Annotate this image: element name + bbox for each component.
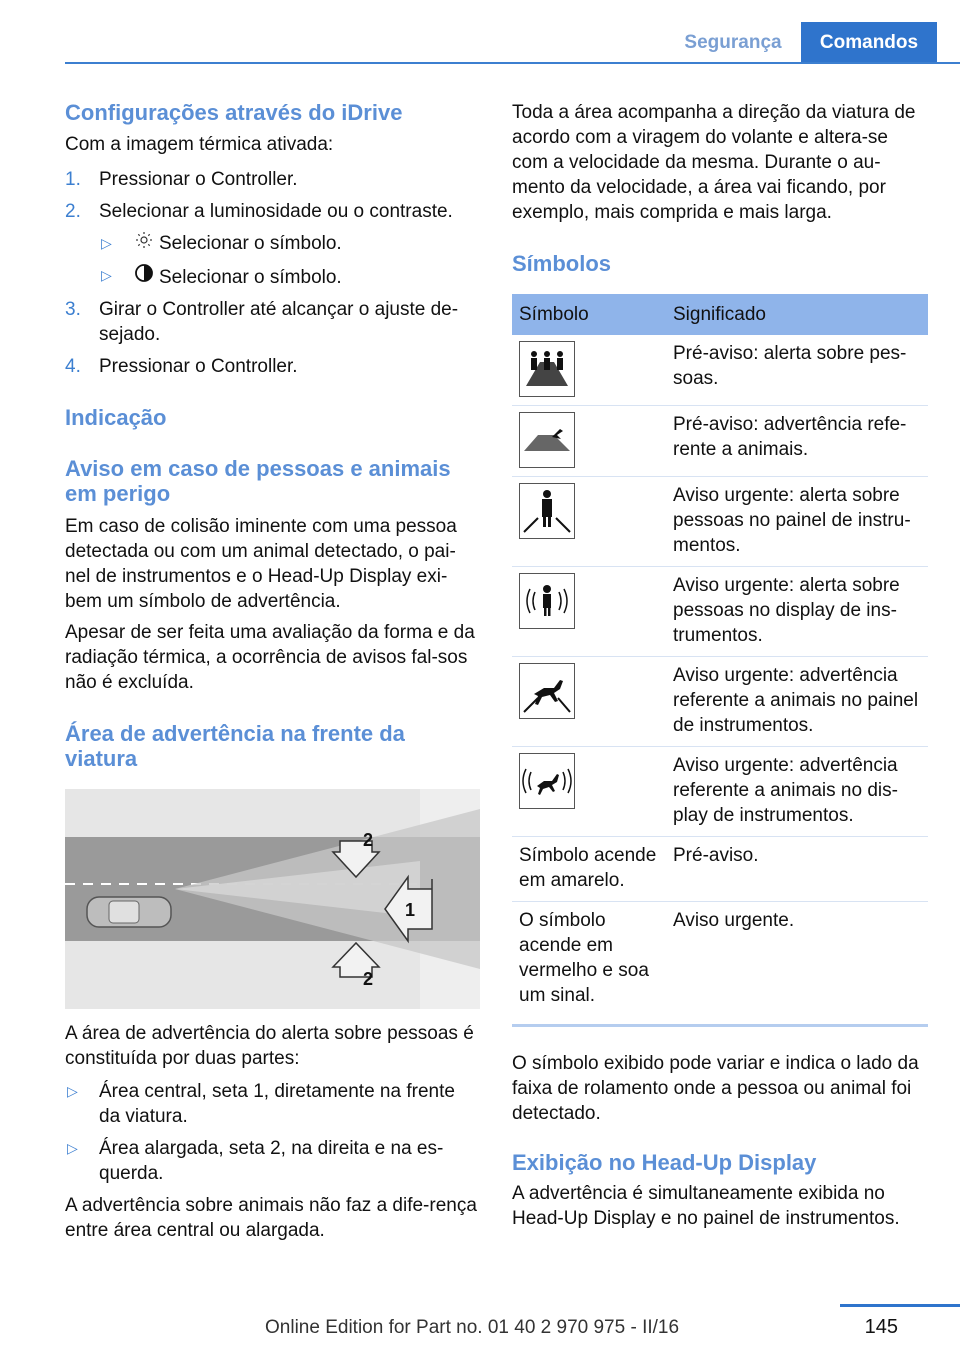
page-number: 145	[864, 1316, 898, 1338]
tab-comandos[interactable]: Comandos	[801, 22, 937, 62]
table-row: Pré-aviso: advertência refe-rente a animais.	[512, 406, 928, 477]
arrow-label-2-top: 2	[363, 830, 374, 850]
table-row: Aviso urgente: advertência referente a animais no painel de instrumentos.	[512, 657, 928, 747]
step-1: 1. Pressionar o Controller.	[65, 169, 298, 190]
heading-hud: Exibição no Head-Up Display	[512, 1150, 817, 1175]
intro-text: Com a imagem térmica ativada:	[65, 134, 334, 155]
paragraph-collision: Em caso de colisão iminente com uma pessoa detectada ou com um animal detectado, o pai-nel de instrumentos e o Head-Up Display exi-bem um símbolo de advertência.	[65, 516, 457, 612]
symbols-table	[512, 294, 928, 1016]
pedestrian-urgent-display-icon	[519, 573, 575, 629]
deer-urgent-cluster-icon	[519, 663, 575, 719]
paragraph-area-follows: Toda a área acompanha a direção da viatura de acordo com a viragem do volante e altera-se com a velocidade da mesma. Durante o au-mento da velocidade, a área vai ficando, por exemplo, mais comprida e mais larga.	[512, 102, 916, 223]
edition-text: Online Edition for Part no. 01 40 2 970 975 - II/16	[265, 1317, 680, 1338]
table-row: Aviso urgente: alerta sobre pessoas no display de ins-trumentos.	[512, 567, 928, 657]
paragraph-false-warnings: Apesar de ser feita uma avaliação da forma e da radiação térmica, a ocorrência de avisos fal-sos não é excluída.	[65, 622, 475, 693]
paragraph-hud: A advertência é simultaneamente exibida no Head-Up Display e no painel de instrumentos.	[512, 1183, 900, 1229]
paragraph-area-parts: A área de advertência do alerta sobre pessoas é constituída por duas partes:	[65, 1023, 474, 1069]
arrow-label-2-bottom: 2	[363, 969, 374, 989]
pedestrians-warning-icon	[519, 341, 575, 397]
arrow-label-1: 1	[405, 900, 416, 920]
table-row: Aviso urgente: advertência referente a animais no dis-play de instrumentos.	[512, 747, 928, 837]
table-row: Pré-aviso: alerta sobre pes-soas.	[512, 335, 928, 406]
step-4: 4. Pressionar o Controller.	[65, 356, 298, 377]
table-row: O símbolo acende em vermelho e soa um sinal. Aviso urgente.	[519, 910, 795, 1006]
table-end-rule	[512, 1024, 928, 1027]
heading-indicacao: Indicação	[65, 405, 167, 430]
paragraph-symbol-varies: O símbolo exibido pode variar e indica o lado da faixa de rolamento onde a pessoa ou animal foi detectado.	[512, 1053, 919, 1124]
heading-settings: Configurações através do iDrive	[65, 100, 403, 125]
contrast-icon	[133, 263, 155, 290]
table-row: Símbolo acende em amarelo. Pré-aviso.	[512, 837, 928, 902]
tab-seguranca[interactable]: Segurança	[684, 32, 782, 53]
deer-urgent-display-icon	[519, 753, 575, 809]
col-header-symbol: Símbolo	[512, 294, 666, 335]
step-2: 2. Selecionar a luminosidade ou o contraste.	[65, 201, 453, 222]
heading-area: Área de advertência na frente da viatura	[65, 721, 405, 771]
step-3: 3. Girar o Controller até alcançar o ajuste de-sejado.	[65, 299, 459, 345]
sub-bullet-brightness: ▷ Selecionar o símbolo.	[101, 233, 342, 254]
bullet-extended-area: ▷ Área alargada, seta 2, na direita e na es-querda.	[67, 1138, 444, 1184]
header-bar	[65, 22, 960, 64]
footer-rule	[840, 1304, 960, 1307]
table-row: Aviso urgente: alerta sobre pessoas no painel de instru-mentos.	[512, 477, 928, 567]
sub-bullet-contrast: ▷ Selecionar o símbolo.	[65, 263, 480, 290]
brightness-icon	[133, 231, 155, 256]
animal-prewarning-icon	[519, 412, 575, 468]
col-header-meaning: Significado	[666, 294, 928, 335]
right-column	[512, 100, 928, 1231]
bullet-central-area: ▷ Área central, seta 1, diretamente na frente da viatura.	[67, 1081, 455, 1127]
pedestrian-urgent-cluster-icon	[519, 483, 575, 539]
warning-area-figure	[65, 789, 480, 1009]
left-column	[65, 100, 480, 1243]
paragraph-animals: A advertência sobre animais não faz a dife-rença entre área central ou alargada.	[65, 1195, 477, 1241]
heading-simbolos: Símbolos	[512, 251, 612, 276]
heading-aviso: Aviso em caso de pessoas e animais em perigo	[65, 456, 451, 506]
